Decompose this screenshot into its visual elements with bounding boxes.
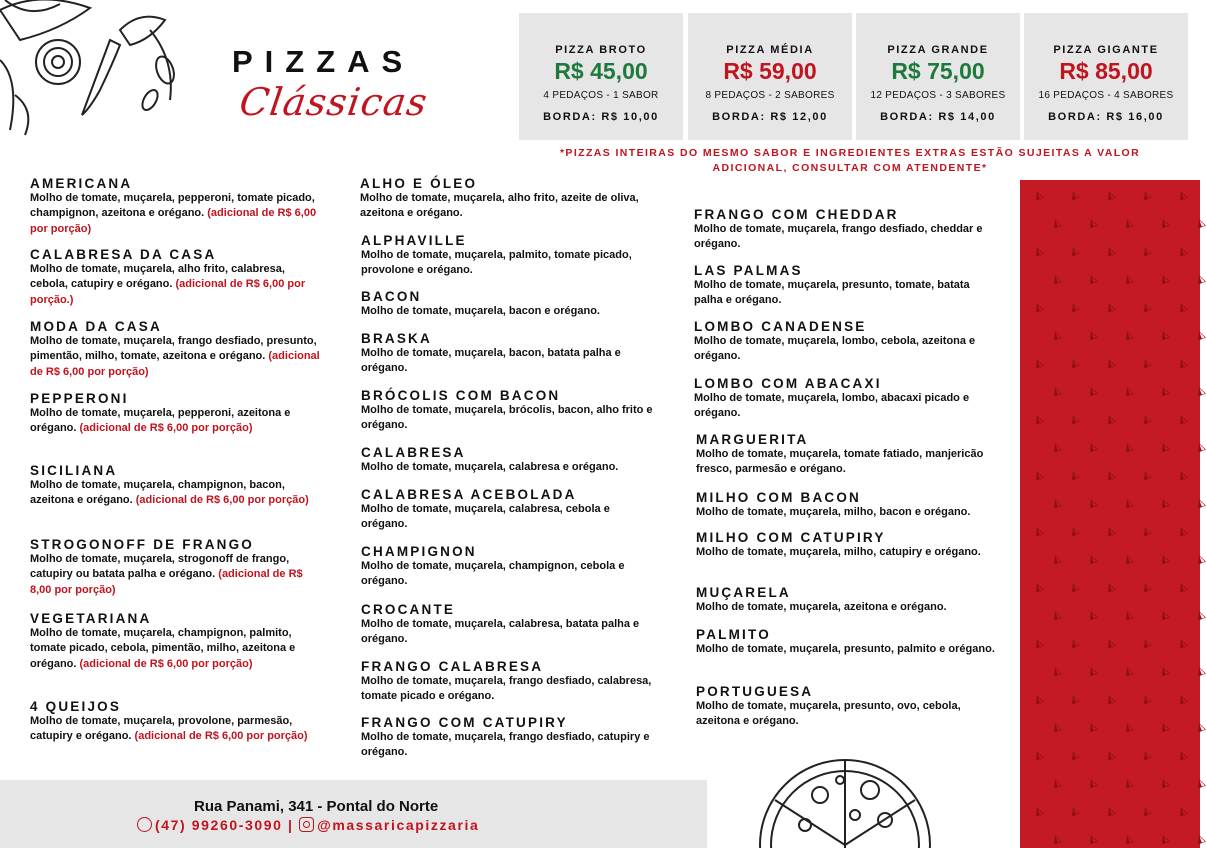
menu-item-name: LAS PALMAS [694, 263, 803, 278]
menu-item [360, 176, 655, 222]
size-price: R$ 75,00 [891, 58, 985, 84]
menu-item [361, 445, 656, 475]
slice-pattern-icon: ◭ [1176, 747, 1189, 763]
slice-pattern-icon: ◭ [1176, 187, 1189, 203]
menu-item-description: Molho de tomate, muçarela, lombo, cebola, azeitona e orégano. [694, 335, 976, 363]
menu-item-extra: (adicional de R$ 6,00 por porção) [135, 494, 309, 507]
menu-item-description: Molho de tomate, muçarela, calabresa, batata palha e orégano. [361, 618, 640, 646]
slice-pattern-icon: ◭ [1122, 551, 1135, 567]
menu-item-description: Molho de tomate, muçarela, palmito, tomate picado, provolone e orégano. [361, 249, 632, 277]
slice-pattern-icon: ◭ [1104, 803, 1117, 819]
slice-pattern-icon: ◭ [1194, 719, 1206, 735]
slice-pattern-icon: ◭ [1032, 803, 1045, 819]
menu-item-name: ALHO E ÓLEO [360, 176, 478, 191]
slice-pattern-icon: ◭ [1176, 579, 1189, 595]
menu-item [361, 487, 656, 533]
menu-item-name: PORTUGUESA [696, 684, 814, 699]
slice-pattern-icon: ◭ [1086, 551, 1099, 567]
menu-item [30, 537, 320, 598]
slice-pattern-icon: ◭ [1050, 215, 1063, 231]
slice-pattern-icon: ◭ [1050, 495, 1063, 511]
contact-line [137, 817, 479, 833]
slice-pattern-icon: ◭ [1140, 803, 1153, 819]
menu-item [30, 176, 320, 237]
size-description: 12 PEDAÇOS - 3 SABORES [870, 90, 1006, 101]
menu-item-description: Molho de tomate, muçarela, presunto, tomate, batata palha e orégano. [694, 279, 970, 307]
slice-pattern-icon: ◭ [1050, 719, 1063, 735]
menu-item-description: Molho de tomate, muçarela, pepperoni, azeitona e orégano. [30, 407, 291, 435]
instagram-icon [299, 817, 314, 832]
slice-pattern-icon: ◭ [1104, 523, 1117, 539]
slice-pattern-icon: ◭ [1158, 607, 1171, 623]
red-pattern-panel [1020, 180, 1206, 848]
menu-item [694, 319, 994, 365]
slice-pattern-icon: ◭ [1122, 383, 1135, 399]
menu-item-name: LOMBO COM ABACAXI [694, 376, 882, 391]
pizza-sketch-illustration [745, 745, 945, 848]
size-description: 16 PEDAÇOS - 4 SABORES [1038, 90, 1174, 101]
slice-pattern-icon: ◭ [1158, 775, 1171, 791]
slice-pattern-icon: ◭ [1176, 635, 1189, 651]
menu-item-name: BRASKA [361, 331, 432, 346]
menu-item-name: SICILIANA [30, 463, 118, 478]
slice-pattern-icon: ◭ [1068, 747, 1081, 763]
size-name: PIZZA MÉDIA [726, 44, 814, 56]
slice-pattern-icon: ◭ [1050, 663, 1063, 679]
slice-pattern-icon: ◭ [1086, 775, 1099, 791]
slice-pattern-icon: ◭ [1032, 411, 1045, 427]
menu-item-description: Molho de tomate, muçarela, milho, bacon e orégano. [696, 506, 971, 518]
slice-pattern-icon: ◭ [1194, 327, 1206, 343]
address-text: Rua Panami, 341 - Pontal do Norte [194, 798, 439, 815]
slice-pattern-icon: ◭ [1140, 299, 1153, 315]
menu-item-description: Molho de tomate, muçarela, alho frito, calabresa, cebola, catupiry e orégano. [30, 263, 285, 291]
slice-pattern-icon: ◭ [1176, 691, 1189, 707]
slice-pattern-icon: ◭ [1086, 495, 1099, 511]
menu-item [696, 684, 996, 730]
slice-pattern-icon: ◭ [1068, 579, 1081, 595]
slice-pattern-icon: ◭ [1104, 243, 1117, 259]
whatsapp-icon [137, 817, 152, 832]
menu-item [696, 585, 1006, 615]
slice-pattern-icon: ◭ [1158, 719, 1171, 735]
menu-item-name: FRANGO CALABRESA [361, 659, 544, 674]
menu-item-name: BRÓCOLIS COM BACON [361, 388, 561, 403]
slice-pattern-icon: ◭ [1104, 411, 1117, 427]
slice-pattern-icon: ◭ [1086, 271, 1099, 287]
slice-pattern-icon: ◭ [1032, 467, 1045, 483]
menu-item [696, 530, 996, 560]
slice-pattern-icon: ◭ [1050, 327, 1063, 343]
slice-pattern-icon: ◭ [1176, 411, 1189, 427]
slice-pattern-icon: ◭ [1122, 271, 1135, 287]
size-card-grande [856, 13, 1020, 140]
slice-pattern-icon: ◭ [1194, 775, 1206, 791]
slice-pattern-icon: ◭ [1194, 607, 1206, 623]
slice-pattern-icon: ◭ [1122, 215, 1135, 231]
menu-item-name: AMERICANA [30, 176, 133, 191]
slice-pattern-icon: ◭ [1050, 775, 1063, 791]
menu-item-name: MILHO COM CATUPIRY [696, 530, 886, 545]
size-border-price: BORDA: R$ 16,00 [1048, 111, 1164, 123]
menu-item-description: Molho de tomate, muçarela, alho frito, azeite de oliva, azeitona e orégano. [360, 192, 639, 220]
slice-pattern-icon: ◭ [1122, 439, 1135, 455]
slice-pattern-icon: ◭ [1122, 607, 1135, 623]
menu-item-description: Molho de tomate, muçarela, tomate fatiado, manjericão fresco, parmesão e orégano. [696, 448, 984, 476]
slice-pattern-icon: ◭ [1122, 327, 1135, 343]
menu-item-name: LOMBO CANADENSE [694, 319, 867, 334]
menu-item-extra: (adicional de R$ 6,00 por porção) [79, 657, 253, 670]
slice-pattern-icon: ◭ [1050, 271, 1063, 287]
menu-item-description: Molho de tomate, muçarela, frango desfiado, calabresa, tomate picado e orégano. [361, 675, 652, 703]
slice-pattern-icon: ◭ [1194, 551, 1206, 567]
slice-pattern-icon: ◭ [1140, 243, 1153, 259]
menu-item-description: Molho de tomate, muçarela, frango desfiado, cheddar e orégano. [694, 223, 983, 251]
slice-pattern-icon: ◭ [1032, 691, 1045, 707]
slice-pattern-icon: ◭ [1140, 411, 1153, 427]
slice-pattern-icon: ◭ [1086, 719, 1099, 735]
footer-bar [0, 780, 707, 848]
slice-pattern-icon: ◭ [1068, 803, 1081, 819]
menu-item-name: STROGONOFF DE FRANGO [30, 537, 254, 552]
menu-item [694, 207, 1004, 253]
slice-pattern-icon: ◭ [1158, 663, 1171, 679]
slice-pattern-icon: ◭ [1158, 327, 1171, 343]
slice-pattern-icon: ◭ [1104, 187, 1117, 203]
slice-pattern-icon: ◭ [1086, 439, 1099, 455]
slice-pattern-icon: ◭ [1086, 607, 1099, 623]
menu-item-extra: (adicional de R$ 6,00 por porção) [30, 350, 320, 378]
menu-item-description: Molho de tomate, muçarela, lombo, abacaxi picado e orégano. [694, 392, 970, 420]
slice-pattern-icon: ◭ [1140, 635, 1153, 651]
menu-item [361, 544, 656, 590]
size-price: R$ 85,00 [1059, 58, 1153, 84]
instagram-handle[interactable]: @massaricapizzaria [317, 817, 480, 833]
slice-pattern-icon: ◭ [1068, 299, 1081, 315]
menu-item-name: CALABRESA [361, 445, 466, 460]
size-card-media [688, 13, 852, 140]
slice-pattern-icon: ◭ [1086, 831, 1099, 847]
menu-item-description: Molho de tomate, muçarela, brócolis, bacon, alho frito e orégano. [361, 404, 653, 432]
menu-item-name: CALABRESA ACEBOLADA [361, 487, 577, 502]
slice-pattern-icon: ◭ [1032, 747, 1045, 763]
slice-pattern-icon: ◭ [1104, 747, 1117, 763]
slice-pattern-icon: ◭ [1158, 215, 1171, 231]
menu-item [694, 376, 994, 422]
slice-pattern-icon: ◭ [1032, 187, 1045, 203]
slice-pattern-icon: ◭ [1068, 467, 1081, 483]
slice-pattern-icon: ◭ [1032, 243, 1045, 259]
slice-pattern-icon: ◭ [1140, 355, 1153, 371]
menu-item-description: Molho de tomate, muçarela, presunto, ovo, cebola, azeitona e orégano. [696, 700, 961, 728]
menu-item [696, 627, 996, 657]
slice-pattern-icon: ◭ [1194, 831, 1206, 847]
slice-pattern-icon: ◭ [1122, 495, 1135, 511]
menu-item-extra: (adicional de R$ 8,00 por porção) [30, 568, 303, 596]
slice-pattern-icon: ◭ [1122, 719, 1135, 735]
menu-item-name: VEGETARIANA [30, 611, 152, 626]
menu-item-name: CHAMPIGNON [361, 544, 477, 559]
size-border-price: BORDA: R$ 12,00 [712, 111, 828, 123]
slice-pattern-icon: ◭ [1104, 467, 1117, 483]
slice-pattern-icon: ◭ [1122, 775, 1135, 791]
slice-pattern-icon: ◭ [1158, 439, 1171, 455]
menu-item-extra: (adicional de R$ 6,00 por porção.) [30, 278, 306, 306]
menu-item-description: Molho de tomate, muçarela, champignon, palmito, tomate picado, cebola, pimentão, milho, azeitona e orégano. [30, 627, 296, 670]
menu-item-name: MODA DA CASA [30, 319, 162, 334]
slice-pattern-icon: ◭ [1068, 523, 1081, 539]
slice-pattern-icon: ◭ [1158, 831, 1171, 847]
slice-pattern-icon: ◭ [1068, 187, 1081, 203]
menu-item-description: Molho de tomate, muçarela, azeitona e orégano. [696, 601, 947, 613]
slice-pattern-icon: ◭ [1068, 355, 1081, 371]
size-name: PIZZA GRANDE [887, 44, 989, 56]
slice-pattern-icon: ◭ [1068, 691, 1081, 707]
menu-item [361, 289, 656, 319]
menu-item-name: ALPHAVILLE [361, 233, 467, 248]
size-price: R$ 59,00 [723, 58, 817, 84]
size-border-price: BORDA: R$ 10,00 [543, 111, 659, 123]
menu-item [361, 602, 671, 648]
menu-item [361, 388, 656, 434]
slice-pattern-icon: ◭ [1176, 299, 1189, 315]
slice-pattern-icon: ◭ [1140, 579, 1153, 595]
slice-pattern-icon: ◭ [1086, 215, 1099, 231]
menu-item [30, 611, 320, 672]
slice-pattern-icon: ◭ [1194, 439, 1206, 455]
size-card-broto [519, 13, 683, 140]
slice-pattern-icon: ◭ [1104, 299, 1117, 315]
page-subtitle: Clássicas [236, 80, 431, 124]
menu-item-name: BACON [361, 289, 422, 304]
menu-item-name: CALABRESA DA CASA [30, 247, 217, 262]
menu-item-name: PEPPERONI [30, 391, 129, 406]
menu-item [361, 233, 656, 279]
menu-item-extra: (adicional de R$ 6,00 por porção) [30, 207, 317, 235]
slice-pattern-icon: ◭ [1158, 271, 1171, 287]
slice-pattern-icon: ◭ [1050, 607, 1063, 623]
slice-pattern-icon: ◭ [1176, 803, 1189, 819]
slice-pattern-icon: ◭ [1158, 551, 1171, 567]
menu-item-description: Molho de tomate, muçarela, provolone, parmesão, catupiry e orégano. [30, 715, 293, 743]
size-border-price: BORDA: R$ 14,00 [880, 111, 996, 123]
size-card-gigante [1024, 13, 1188, 140]
slice-pattern-icon: ◭ [1050, 383, 1063, 399]
slice-pattern-icon: ◭ [1194, 495, 1206, 511]
menu-item-name: FRANGO COM CHEDDAR [694, 207, 899, 222]
menu-item [361, 659, 656, 705]
price-notice: *PIZZAS INTEIRAS DO MESMO SABOR E INGREDIENTES EXTRAS ESTÃO SUJEITAS A VALOR ADICIONAL, CONSULTAR COM ATENDENTE* [559, 147, 1141, 174]
slice-pattern-icon: ◭ [1086, 663, 1099, 679]
menu-item-name: 4 QUEIJOS [30, 699, 122, 714]
menu-item [694, 263, 994, 309]
slice-pattern-icon: ◭ [1104, 691, 1117, 707]
size-description: 4 PEDAÇOS - 1 SABOR [543, 90, 659, 101]
slice-pattern-icon: ◭ [1140, 467, 1153, 483]
size-name: PIZZA BROTO [555, 44, 647, 56]
menu-item-description: Molho de tomate, muçarela, bacon e orégano. [361, 305, 600, 317]
slice-pattern-icon: ◭ [1194, 271, 1206, 287]
menu-item-description: Molho de tomate, muçarela, bacon, batata palha e orégano. [361, 347, 621, 375]
menu-item [30, 319, 320, 380]
page-title: PIZZAS [232, 44, 415, 79]
slice-pattern-icon: ◭ [1068, 411, 1081, 427]
size-name: PIZZA GIGANTE [1053, 44, 1159, 56]
slice-pattern-icon: ◭ [1032, 579, 1045, 595]
menu-item-description: Molho de tomate, muçarela, calabresa, cebola e orégano. [361, 503, 610, 531]
menu-item-description: Molho de tomate, muçarela, frango desfiado, catupiry e orégano. [361, 731, 650, 759]
slice-pattern-icon: ◭ [1032, 355, 1045, 371]
slice-pattern-icon: ◭ [1086, 327, 1099, 343]
slice-pattern-icon: ◭ [1068, 243, 1081, 259]
menu-item [30, 463, 320, 509]
slice-pattern-icon: ◭ [1140, 747, 1153, 763]
slice-pattern-icon: ◭ [1194, 215, 1206, 231]
slice-pattern-icon: ◭ [1068, 635, 1081, 651]
size-price: R$ 45,00 [554, 58, 648, 84]
vegetables-sketch-illustration [0, 0, 200, 140]
slice-pattern-icon: ◭ [1104, 579, 1117, 595]
slice-pattern-icon: ◭ [1086, 383, 1099, 399]
menu-item-description: Molho de tomate, muçarela, frango desfiado, presunto, pimentão, milho, tomate, azeitona e orégano. [30, 335, 317, 363]
slice-pattern-icon: ◭ [1194, 383, 1206, 399]
menu-item-description: Molho de tomate, muçarela, pepperoni, tomate picado, champignon, azeitona e orégano. [30, 192, 315, 220]
menu-item-description: Molho de tomate, muçarela, strogonoff de frango, catupiry ou batata palha e orégano. [30, 553, 290, 581]
slice-pattern-icon: ◭ [1104, 355, 1117, 371]
menu-item-name: PALMITO [696, 627, 771, 642]
slice-pattern-icon: ◭ [1176, 467, 1189, 483]
slice-pattern-icon: ◭ [1140, 523, 1153, 539]
slice-pattern-icon: ◭ [1122, 831, 1135, 847]
slice-pattern-icon: ◭ [1140, 187, 1153, 203]
menu-item-name: FRANGO COM CATUPIRY [361, 715, 568, 730]
menu-item [696, 490, 1016, 520]
menu-item-description: Molho de tomate, muçarela, milho, catupiry e orégano. [696, 546, 981, 558]
contact-separator: | [288, 817, 294, 833]
slice-pattern-icon: ◭ [1032, 635, 1045, 651]
menu-item [30, 699, 320, 745]
menu-item [361, 715, 656, 761]
slice-pattern-icon: ◭ [1104, 635, 1117, 651]
slice-pattern-icon: ◭ [1050, 831, 1063, 847]
slice-pattern-icon: ◭ [1140, 691, 1153, 707]
size-description: 8 PEDAÇOS - 2 SABORES [705, 90, 835, 101]
slice-pattern-icon: ◭ [1032, 299, 1045, 315]
menu-item-description: Molho de tomate, muçarela, champignon, cebola e orégano. [361, 560, 625, 588]
slice-pattern-icon: ◭ [1032, 523, 1045, 539]
menu-item-description: Molho de tomate, muçarela, calabresa e orégano. [361, 461, 619, 473]
slice-pattern-icon: ◭ [1176, 355, 1189, 371]
phone-number[interactable]: (47) 99260-3090 [155, 817, 283, 833]
menu-item-description: Molho de tomate, muçarela, presunto, palmito e orégano. [696, 643, 995, 655]
slice-pattern-icon: ◭ [1194, 663, 1206, 679]
slice-pattern-icon: ◭ [1176, 243, 1189, 259]
menu-item [30, 391, 320, 437]
menu-item-extra: (adicional de R$ 6,00 por porção) [134, 730, 308, 743]
menu-item [696, 432, 996, 478]
slice-pattern-icon: ◭ [1158, 495, 1171, 511]
menu-item-name: MARGUERITA [696, 432, 809, 447]
menu-item-name: CROCANTE [361, 602, 456, 617]
slice-pattern-icon: ◭ [1050, 551, 1063, 567]
menu-item [361, 331, 656, 377]
menu-item-description: Molho de tomate, muçarela, champignon, bacon, azeitona e orégano. [30, 479, 285, 507]
menu-item-name: MUÇARELA [696, 585, 791, 600]
menu-item-extra: (adicional de R$ 6,00 por porção) [79, 422, 253, 435]
slice-pattern-icon: ◭ [1176, 523, 1189, 539]
menu-item [30, 247, 320, 308]
slice-pattern-icon: ◭ [1122, 663, 1135, 679]
slice-pattern-icon: ◭ [1158, 383, 1171, 399]
slice-pattern-icon: ◭ [1050, 439, 1063, 455]
menu-item-name: MILHO COM BACON [696, 490, 861, 505]
